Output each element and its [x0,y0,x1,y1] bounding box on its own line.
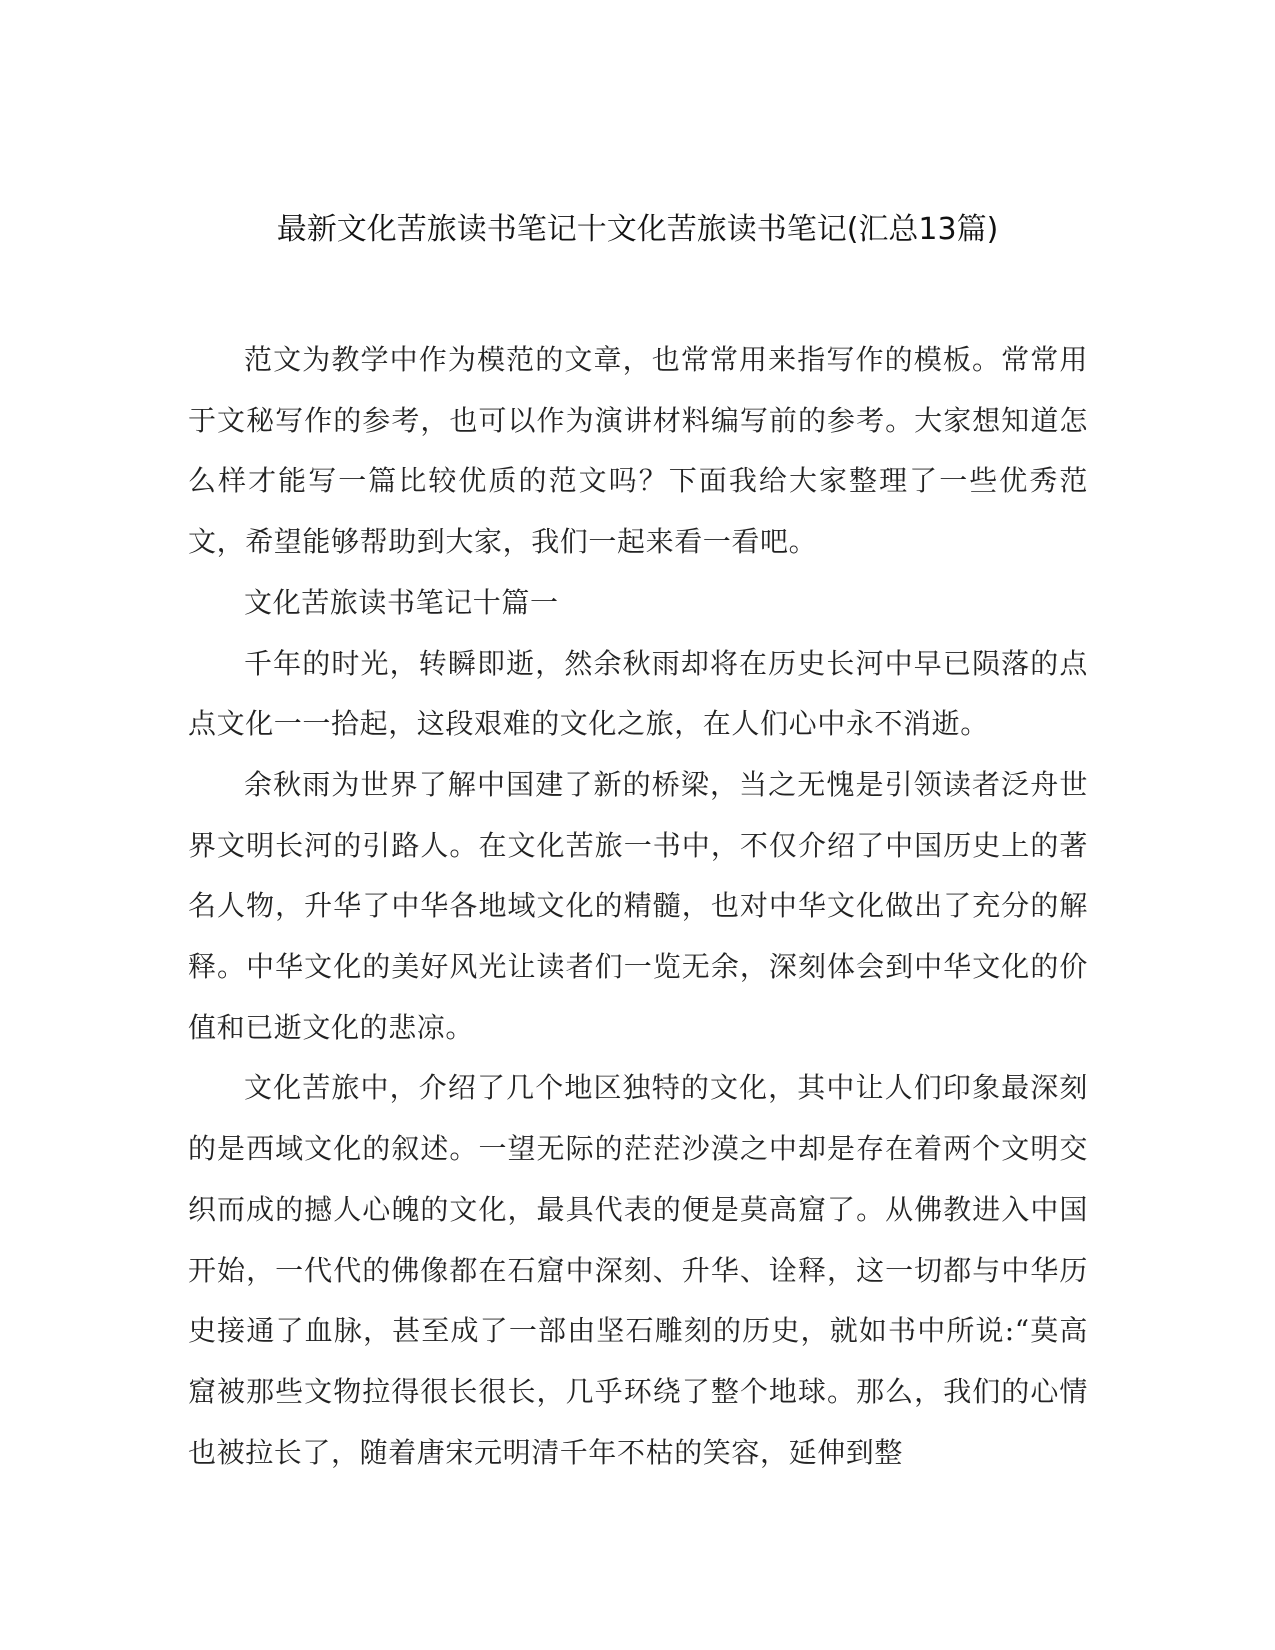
paragraph: 文化苦旅中，介绍了几个地区独特的文化，其中让人们印象最深刻的是西域文化的叙述。一望无际的茫茫沙漠之中却是存在着两个文明交织而成的撼人心魄的文化，最具代表的便是莫高窟了。从佛教进入中国开始，一代代的佛像都在石窟中深刻、升华、诠释，这一切都与中华历史接通了血脉，甚至成了一部由坚石雕刻的历史，就如书中所说:“莫高窟被那些文物拉得很长很长，几乎环绕了整个地球。那么，我们的心情也被拉长了，随着唐宋元明清千年不枯的笑容，延伸到整 [188,1071,1088,1469]
section-heading: 文化苦旅读书笔记十篇一 [244,585,559,619]
paragraph: 余秋雨为世界了解中国建了新的桥梁，当之无愧是引领读者泛舟世界文明长河的引路人。在文化苦旅一书中，不仅介绍了中国历史上的著名人物，升华了中华各地域文化的精髓，也对中华文化做出了充分的解释。中华文化的美好风光让读者们一览无余，深刻体会到中华文化的价值和已逝文化的悲凉。 [188,767,1088,1044]
document-title: 最新文化苦旅读书笔记十文化苦旅读书笔记(汇总13篇) [276,212,999,247]
document-body [188,330,1088,1483]
paragraph: 千年的时光，转瞬即逝，然余秋雨却将在历史长河中早已陨落的点点文化一一拾起，这段艰难的文化之旅，在人们心中永不消逝。 [188,646,1088,741]
paragraph-intro: 范文为教学中作为模范的文章，也常常用来指写作的模板。常常用于文秘写作的参考，也可以作为演讲材料编写前的参考。大家想知道怎么样才能写一篇比较优质的范文吗？下面我给大家整理了一些优秀范文，希望能够帮助到大家，我们一起来看一看吧。 [188,343,1088,559]
